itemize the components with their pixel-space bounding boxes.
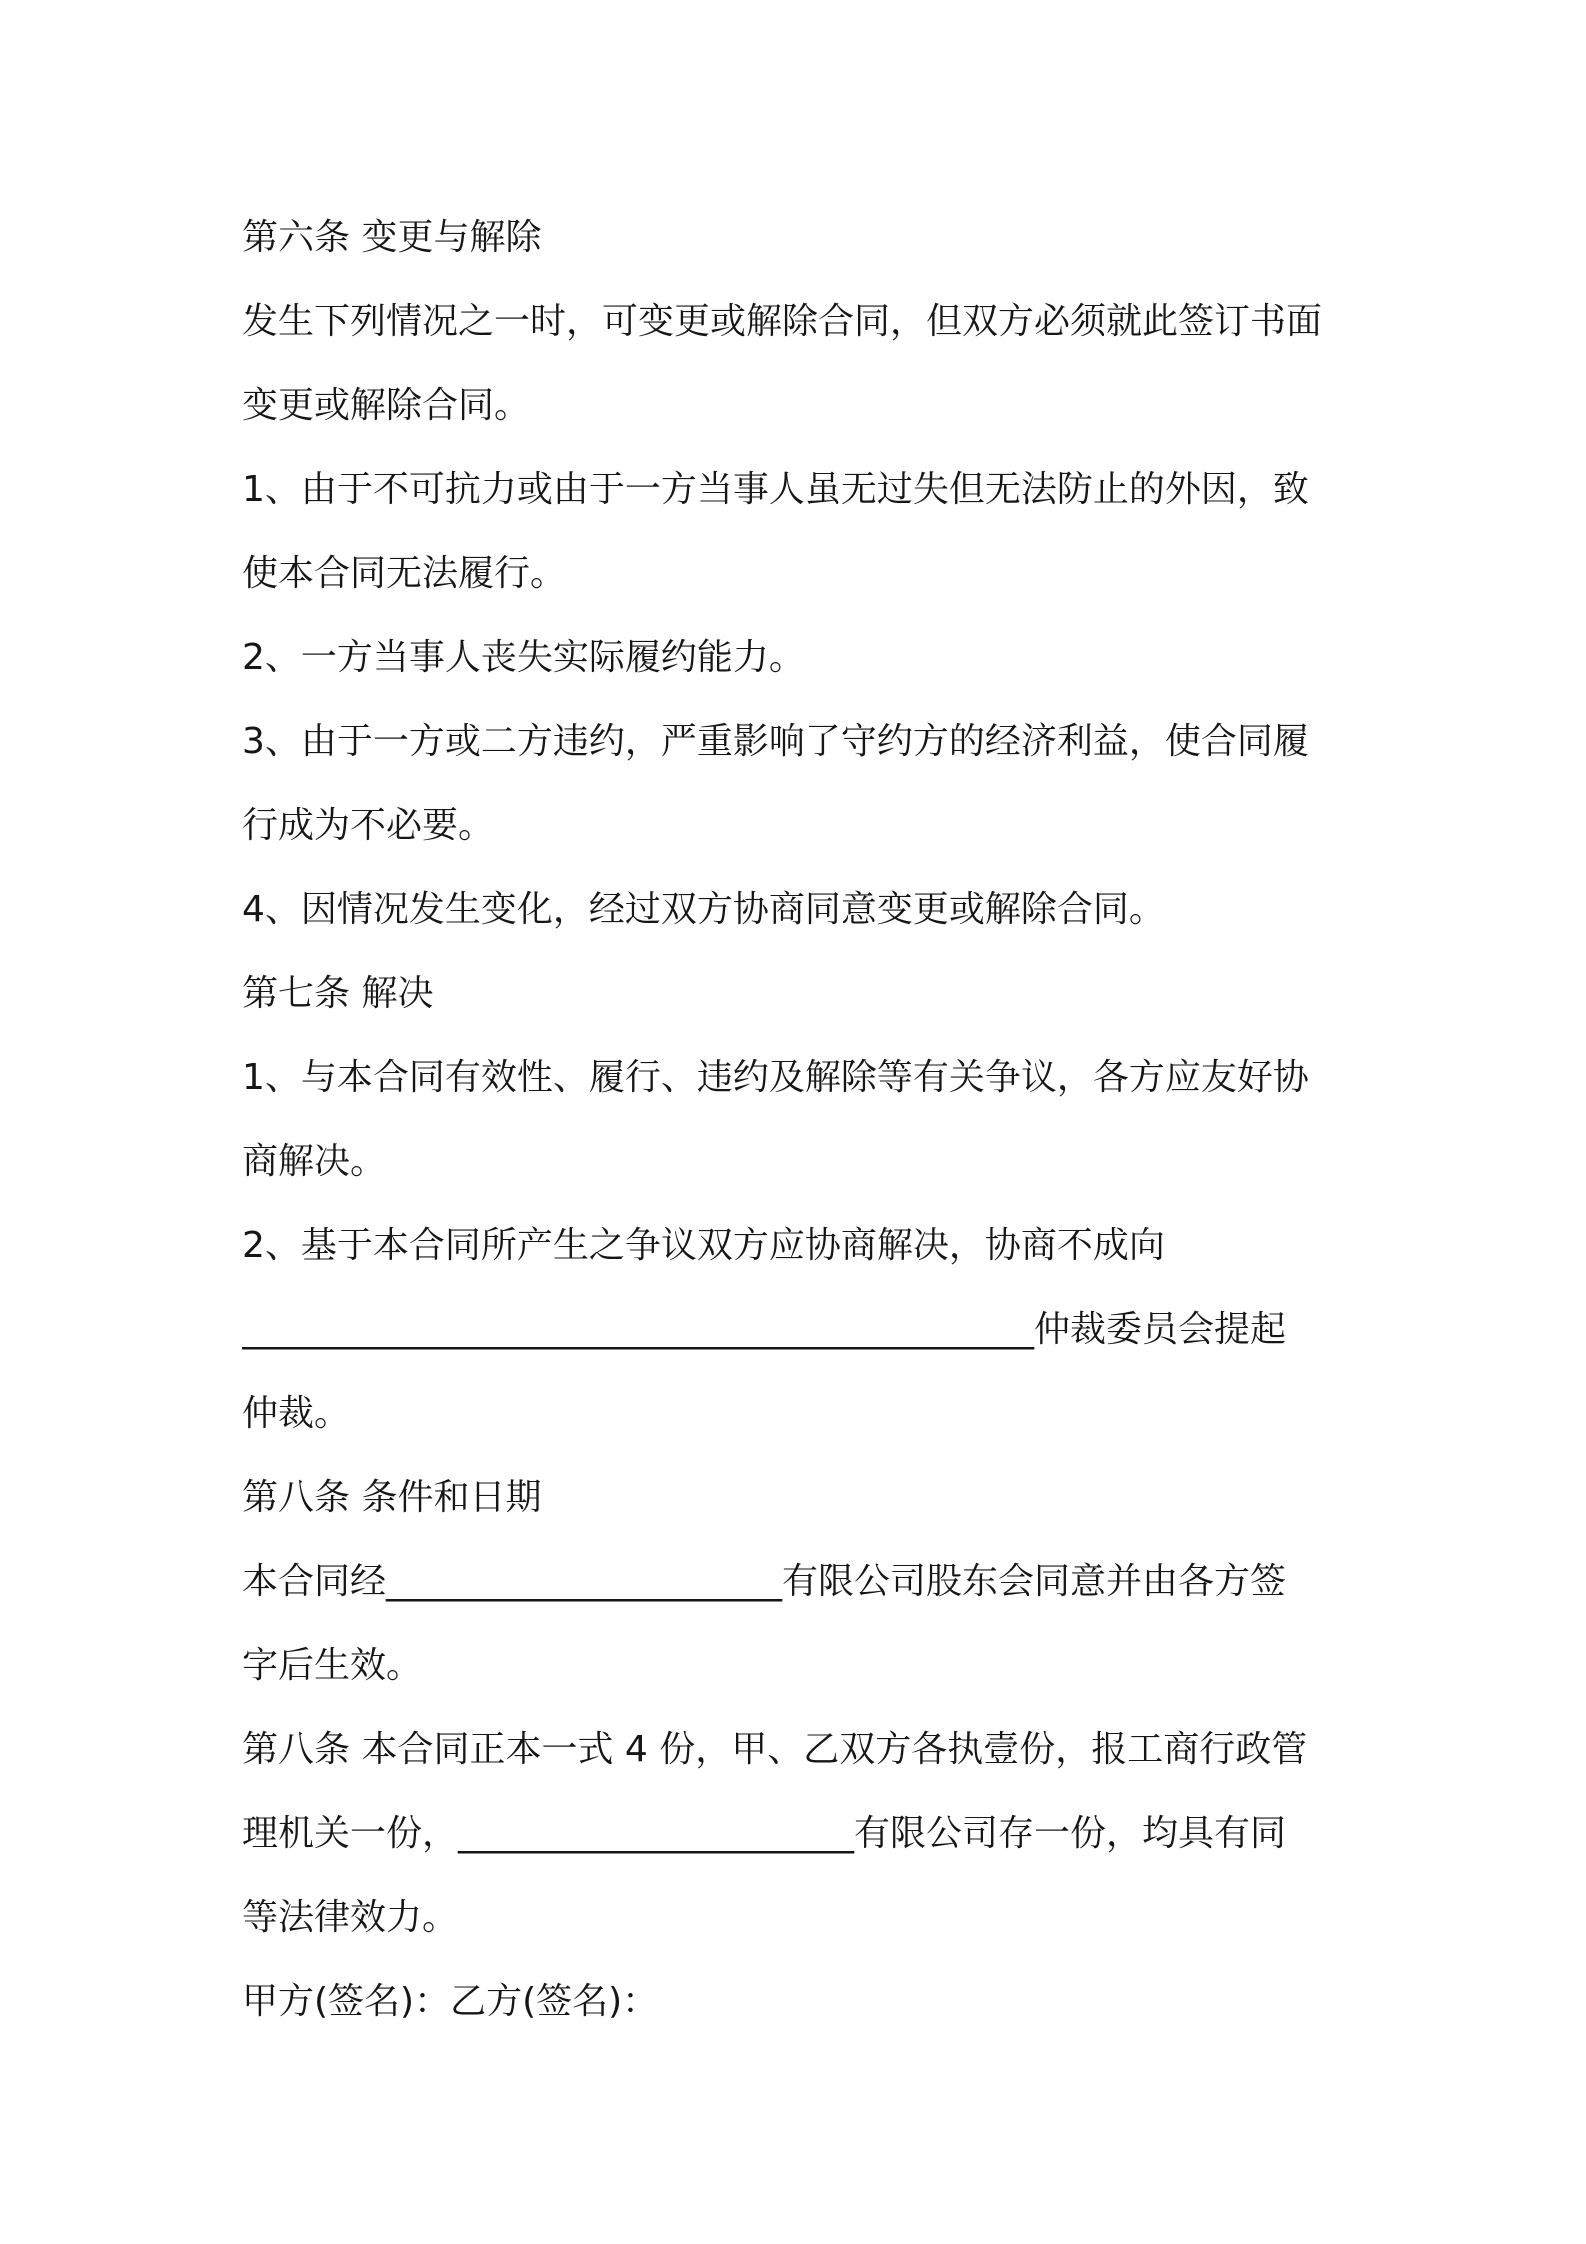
article-6-intro-line-2: 变更或解除合同。 [242,385,531,426]
article-8-effect-line-1: 本合同经______________________有限公司股东会同意并由各方签 [242,1561,1287,1602]
article-8-effect-line-2: 字后生效。 [242,1645,423,1686]
article-6-item-2: 2、一方当事人丧失实际履约能力。 [242,637,805,678]
article-6-item-1-line-1: 1、由于不可抗力或由于一方当事人虽无过失但无法防止的外因，致 [242,469,1309,510]
article-7-item-2-line-3: 仲裁。 [242,1393,351,1434]
article-6-item-4: 4、因情况发生变化，经过双方协商同意变更或解除合同。 [242,889,1165,930]
article-7-item-1-line-1: 1、与本合同有效性、履行、违约及解除等有关争议，各方应友好协 [242,1057,1309,1098]
article-6-item-3-line-1: 3、由于一方或二方违约，严重影响了守约方的经济利益，使合同履 [242,721,1309,762]
article-8-copies-line-3: 等法律效力。 [242,1897,459,1938]
article-8-copies-line-2: 理机关一份，______________________有限公司存一份，均具有同 [242,1813,1287,1854]
article-6-intro-line-1: 发生下列情况之一时，可变更或解除合同，但双方必须就此签订书面 [242,301,1323,342]
article-6-item-3-line-2: 行成为不必要。 [242,805,495,846]
article-7-item-1-line-2: 商解决。 [242,1141,387,1182]
article-6-item-1-line-2: 使本合同无法履行。 [242,553,567,594]
article-7-heading: 第七条 解决 [242,973,434,1014]
signature-line: 甲方(签名)：乙方(签名)： [242,1981,659,2022]
document-body [242,196,1357,2044]
article-8-heading: 第八条 条件和日期 [242,1477,542,1518]
article-7-item-2-line-1: 2、基于本合同所产生之争议双方应协商解决，协商不成向 [242,1225,1165,1266]
article-8-copies-line-1: 第八条 本合同正本一式 4 份，甲、乙双方各执壹份，报工商行政管 [242,1729,1308,1770]
article-6-heading: 第六条 变更与解除 [242,217,542,258]
article-7-item-2-line-2: ____________________________________________仲裁委员会提起 [242,1309,1287,1350]
